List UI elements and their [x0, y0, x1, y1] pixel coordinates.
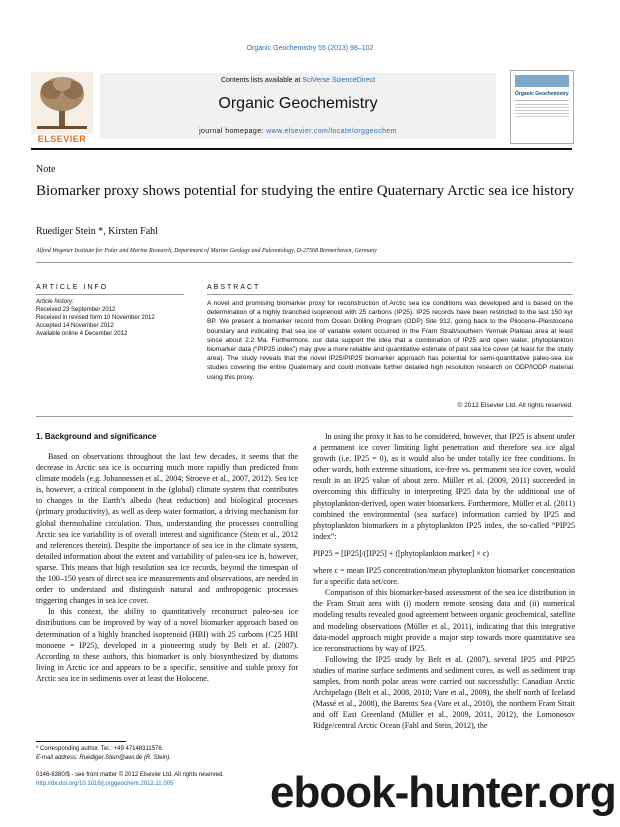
- paragraph: In this context, the ability to quantitatively reconstruct paleo-sea ice distributions can be improved by way of a novel biomarker approach based on determination of a highly branched isoprenoid (HBI) with 25 carbons (C25 HBI monoene = IP25), developed in a pioneering study by Belt et al. (2007). According to these authors, this biomarker is only biosynthesized by diatoms living in Arctic ice and appears to be a specific, sensitive and stable proxy for Arctic sea ice in sediments over at least the Holocene.: [36, 607, 298, 683]
- contents-line: [100, 77, 496, 84]
- cover-title: Organic Geochemistry: [515, 91, 569, 97]
- contents-prefix: Contents lists available at: [220, 77, 303, 84]
- article-type: Note: [36, 164, 56, 175]
- journal-cover-thumbnail: [510, 70, 574, 144]
- divider: [36, 262, 573, 263]
- history-item: Received 23 September 2012: [36, 306, 116, 313]
- divider: [36, 416, 573, 417]
- paragraph: Following the IP25 study by Belt et al. (2007), several IP25 and PIP25 studies of marine surface sediments and sediment cores, as well as sediment trap samples, from north polar areas were carried out successfully: Canadian Arctic Archipelago (Belt et al., 2008, 2010; Vare et al., 2009), the shelf north of Iceland (Massé et al., 2008), the Barents Sea (Vare et al., 2010), the northern Fram Strait and off East Greenland (Müller et al., 2009, 2011, 2012), the Lomonosov Ridge/central Arctic Ocean (Fahl and Stein, 2012), the: [313, 654, 575, 731]
- abstract-text: A novel and promising biomarker proxy for reconstruction of Arctic sea ice conditions was developed and is based on the determination of a highly branched isoprenoid with 25 carbons (IP25). IP25 records have been restricted to the last 150 kyr BP. We present a biomarker record from Ocean Drilling Program (ODP) Site 912, going back to the Pliocene–Pleistocene boundary and indicating that sea ice of variable extent occurred in the Fram Strait/southern Yermak Plateau area at least since about 2.2 Ma. Furthermore, our data support the idea that a combination of IP25 and open water, phytoplankton biomarker data (“PIP25 index”) may give a more reliable and quantitative estimate of past sea ice cover (at least for the study area). The study reveals that the novel IP25/PIP25 biomarker approach has potential for semi-quantitative paleo-sea ice studies covering the entire Quaternary and could motivate further detailed high resolution research on ODP/IODP material using this proxy.: [207, 300, 573, 381]
- divider: [36, 294, 184, 295]
- affiliation: Alfred Wegener Institute for Polar and Marine Research, Department of Marine Geology and Paleontology, D-27568 Bremerhaven, Germany: [36, 248, 377, 254]
- paragraph: Comparison of this biomarker-based assessment of the sea ice distribution in the Fram Strait area with (i) modern remote sensing data and (ii) numerical modeling results revealed good agreement between organic geochemical, satellite and modeling observations (Müller et al., 2011), indicating that this integrative data-model approach might provide a major step towards more quantitative sea ice reconstructions by way of IP25.: [313, 588, 575, 653]
- divider: [207, 294, 573, 295]
- article-title: Biomarker proxy shows potential for studying the entire Quaternary Arctic sea ice history: [36, 183, 575, 199]
- homepage-prefix: journal homepage:: [199, 128, 267, 135]
- history-item: Accepted 14 November 2012: [36, 322, 114, 329]
- paragraph: In using the proxy it has to be considered, however, that IP25 is absent under a permanent ice cover limiting light penetration and therefore sea ice algal growth (i.e. IP25 = 0), as it would also be under totally ice free conditions. In other words, both extreme situations, ice-free vs. permanent sea ice cover, would result in an IP25 value of about zero. Müller et al. (2009, 2011) succeeded in overcoming this difficulty in interpreting IP25 data by the additional use of phytoplankton-derived, open water biomarkers. Furthermore, Müller et al. (2011) combined the environmental (sea surface) information carried by IP25 and phytoplankton biomarkers in a phytoplankton IP25 index, the so-called “PIP25 index”:: [313, 432, 575, 541]
- history-item: Available online 4 December 2012: [36, 330, 128, 337]
- doi-link[interactable]: http://dx.doi.org/10.1016/j.orggeochem.2012.11.005: [36, 780, 174, 787]
- watermark: ebook-hunter.org: [270, 768, 616, 817]
- corresponding-author: * Corresponding author. Tel.: +49 47148311576.: [36, 746, 164, 752]
- history-item: Received in revised form 10 November 2012: [36, 314, 155, 321]
- history-label: Article history:: [36, 299, 74, 305]
- elsevier-tree-logo: [31, 72, 93, 140]
- left-column: [36, 451, 298, 684]
- abstract-label: ABSTRACT: [207, 284, 261, 291]
- issn: 0146-6380/$ - see front matter © 2012 Elsevier Ltd. All rights reserved.: [36, 772, 224, 778]
- copyright: © 2012 Elsevier Ltd. All rights reserved.: [457, 402, 573, 409]
- journal-homepage: [100, 128, 496, 135]
- paragraph: Based on observations throughout the last few decades, it seems that the decrease in Arctic sea ice is occurring much more rapidly than predicted from climate models (e.g. Johannessen et al., 2004; Stroeve et al., 2007, 2012). Sea ice is, however, a critical component in the (global) climate system that contributes to changes in the Earth’s albedo (heat reduction) and biological processes (primary productivity), as well as deep water formation, a driving mechanism for global thermohaline circulation. Thus, understanding the processes controlling Arctic sea ice variability is of overall interest and significance (Stein et al., 2012 and references therein). Despite the importance of sea ice in the climate system, detailed information about the extent and variability of paleo-sea ice is, however, sparse. This means that high resolution sea ice records, beyond the timespan of the 100–150 years of direct sea ice measurements and observations, are needed in order to understand and distinguish natural and anthropogenic processes triggering changes in sea ice cover.: [36, 452, 298, 606]
- authors: Ruediger Stein *, Kirsten Fahl: [36, 226, 158, 237]
- journal-citation[interactable]: Organic Geochemistry 55 (2013) 98–102: [246, 45, 374, 52]
- section-heading: 1. Background and significance: [36, 432, 157, 441]
- paragraph: where c = mean IP25 concentration/mean phytoplankton biomarker concentration for a specific data set/core.: [313, 566, 575, 587]
- article-info-label: ARTICLE INFO: [36, 284, 109, 291]
- header-rule: [31, 148, 572, 150]
- footnotes: [36, 745, 298, 762]
- journal-title: Organic Geochemistry: [218, 95, 378, 112]
- homepage-link[interactable]: www.elsevier.com/locate/orggeochem: [266, 128, 397, 135]
- equation: PIP25 = [IP25]/([IP25] + ([phytoplankton marker] × c): [313, 548, 489, 558]
- right-column: [313, 431, 575, 731]
- article-history: [36, 299, 186, 339]
- elsevier-wordmark: ELSEVIER: [37, 134, 87, 144]
- footnote-rule: [36, 741, 126, 742]
- email-address[interactable]: E-mail address: Ruediger.Stein@awi.de (R. Stein).: [36, 754, 171, 761]
- sciencedirect-link[interactable]: SciVerse ScienceDirect: [302, 77, 376, 84]
